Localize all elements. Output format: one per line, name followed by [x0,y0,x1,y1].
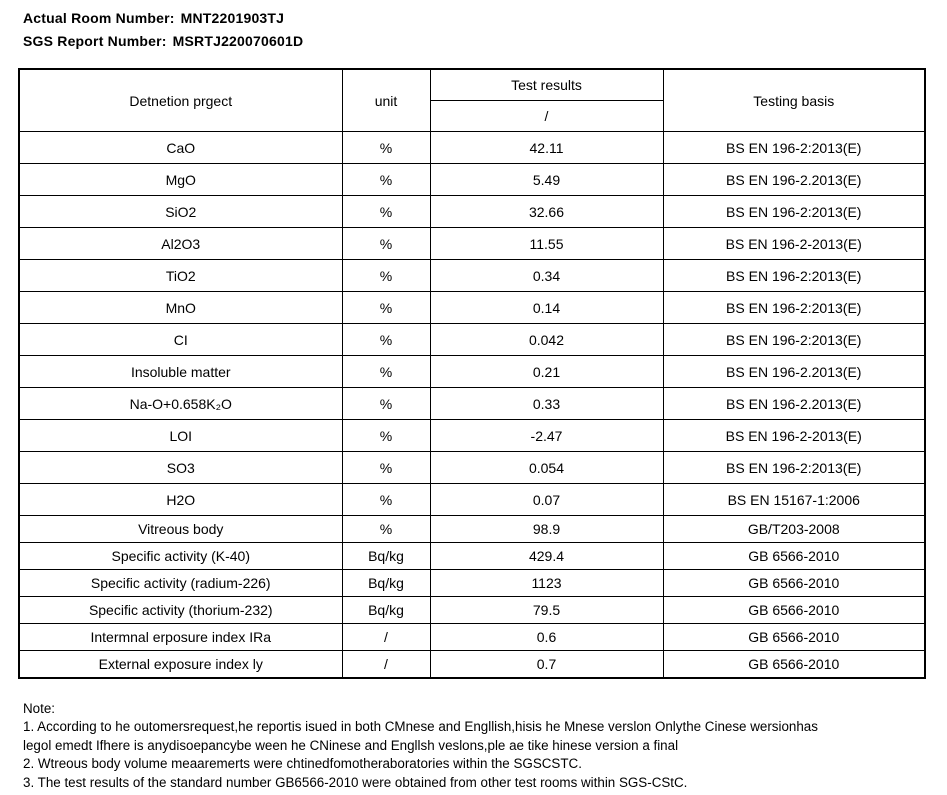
cell-unit: % [342,388,430,420]
cell-unit: / [342,651,430,679]
cell-item: MgO [19,164,342,196]
header-results-sub: / [430,101,663,132]
table-row [19,356,925,388]
note-line-2: legol emedt Ifhere is anydisoepancybe ween he CNinese and Engllsh veslons,ple ae tike hinese version a final [23,737,679,753]
cell-item: SO3 [19,452,342,484]
table-row [19,516,925,543]
cell-item: External exposure index ly [19,651,342,679]
cell-basis: BS EN 196-2.2013(E) [663,388,925,420]
cell-unit: Bq/kg [342,597,430,624]
header-results: Test results [430,69,663,101]
cell-result: 0.21 [430,356,663,388]
table-row [19,484,925,516]
cell-result: 32.66 [430,196,663,228]
cell-basis: BS EN 196-2:2013(E) [663,260,925,292]
table-row [19,597,925,624]
cell-item: Specific activity (thorium-232) [19,597,342,624]
cell-item: Intermnal erposure index IRa [19,624,342,651]
cell-item: Specific activity (radium-226) [19,570,342,597]
cell-unit: Bq/kg [342,570,430,597]
cell-result: 0.042 [430,324,663,356]
cell-basis: GB 6566-2010 [663,651,925,679]
cell-item: CI [19,324,342,356]
table-row [19,420,925,452]
cell-basis: BS EN 196-2-2013(E) [663,228,925,260]
note-line-1: 1. According to he outomersrequest,he reportis isued in both CMnese and Engllish,hisis he Mnese verslon Onlythe Cinese wersionhas [23,719,818,735]
cell-result: 79.5 [430,597,663,624]
report-number-line [23,33,303,49]
cell-result: 0.6 [430,624,663,651]
cell-unit: % [342,196,430,228]
table-row [19,292,925,324]
table-row [19,164,925,196]
table-row [19,388,925,420]
cell-basis: BS EN 196-2-2013(E) [663,420,925,452]
report-number-label: SGS Report Number: [23,33,167,49]
cell-unit: % [342,324,430,356]
cell-item: H2O [19,484,342,516]
header-unit: unit [342,69,430,132]
cell-result: 98.9 [430,516,663,543]
cell-unit: / [342,624,430,651]
cell-item: Na-O+0.658K₂O [19,388,342,420]
table-row [19,543,925,570]
room-number-line [23,10,284,26]
cell-result: 0.34 [430,260,663,292]
header-basis: Testing basis [663,69,925,132]
cell-unit: % [342,260,430,292]
cell-unit: % [342,132,430,164]
table-row [19,196,925,228]
cell-basis: GB 6566-2010 [663,543,925,570]
cell-result: -2.47 [430,420,663,452]
cell-unit: % [342,420,430,452]
cell-basis: GB 6566-2010 [663,570,925,597]
header-item: Detnetion prgect [19,69,342,132]
table-row [19,570,925,597]
cell-result: 5.49 [430,164,663,196]
notes-section [23,700,928,792]
cell-result: 0.07 [430,484,663,516]
table-row [19,260,925,292]
cell-basis: BS EN 15167-1:2006 [663,484,925,516]
cell-item: CaO [19,132,342,164]
cell-unit: % [342,452,430,484]
cell-basis: BS EN 196-2.2013(E) [663,164,925,196]
cell-basis: BS EN 196-2.2013(E) [663,356,925,388]
cell-result: 0.14 [430,292,663,324]
cell-item: LOI [19,420,342,452]
cell-result: 0.7 [430,651,663,679]
cell-unit: Bq/kg [342,543,430,570]
note-line-3: 2. Wtreous body volume meaaremerts were chtinedfomotheraboratories within the SGSCSTC. [23,756,582,772]
cell-basis: GB/T203-2008 [663,516,925,543]
room-number-label: Actual Room Number: [23,10,175,26]
cell-item: MnO [19,292,342,324]
cell-item: Specific activity (K-40) [19,543,342,570]
cell-basis: BS EN 196-2:2013(E) [663,196,925,228]
table-row [19,132,925,164]
cell-basis: GB 6566-2010 [663,597,925,624]
cell-result: 429.4 [430,543,663,570]
cell-unit: % [342,164,430,196]
table-row [19,452,925,484]
cell-item: TiO2 [19,260,342,292]
results-table [18,68,926,679]
cell-basis: BS EN 196-2:2013(E) [663,452,925,484]
cell-unit: % [342,356,430,388]
cell-item: Insoluble matter [19,356,342,388]
table-row [19,228,925,260]
cell-result: 1123 [430,570,663,597]
cell-item: Al2O3 [19,228,342,260]
cell-basis: GB 6566-2010 [663,624,925,651]
cell-basis: BS EN 196-2:2013(E) [663,132,925,164]
cell-result: 0.054 [430,452,663,484]
note-line-4: 3. The test results of the standard number GB6566-2010 were obtained from other test rooms within SGS-CStC. [23,774,688,790]
cell-result: 11.55 [430,228,663,260]
cell-result: 0.33 [430,388,663,420]
room-number-value: MNT2201903TJ [180,10,285,26]
cell-unit: % [342,292,430,324]
cell-basis: BS EN 196-2:2013(E) [663,292,925,324]
cell-basis: BS EN 196-2:2013(E) [663,324,925,356]
cell-result: 42.11 [430,132,663,164]
cell-item: SiO2 [19,196,342,228]
notes-title: Note: [23,701,56,716]
cell-unit: % [342,228,430,260]
cell-item: Vitreous body [19,516,342,543]
table-row [19,651,925,679]
table-row [19,624,925,651]
report-number-value: MSRTJ220070601D [172,33,304,49]
cell-unit: % [342,484,430,516]
table-row [19,324,925,356]
cell-unit: % [342,516,430,543]
